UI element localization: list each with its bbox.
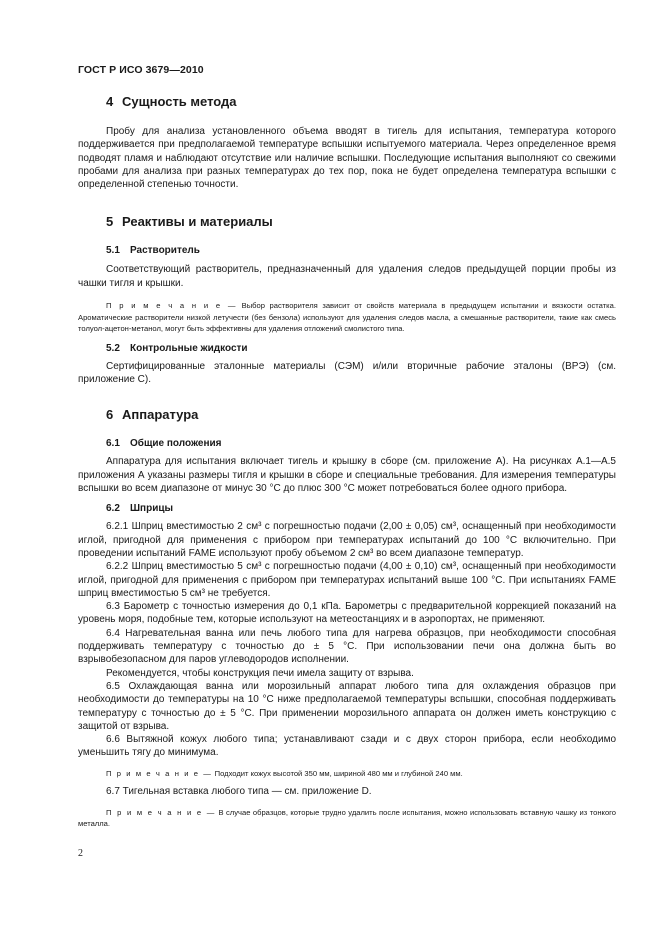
note-label: П р и м е ч а н и е — [106, 768, 213, 778]
item-6-4-recommendation: Рекомендуется, чтобы конструкция печи имела защиту от взрыва. [106, 667, 414, 679]
standard-header: ГОСТ Р ИСО 3679—2010 [78, 64, 204, 76]
item-6-2-1: 6.2.1 Шприц вместимостью 2 см³ с погрешностью подачи (2,00 ± 0,05) см³, оснащенный при необходимости иглой, пригодной для применения с прибором при температурах испытаний до 100 °С включительно. При проведении испытаний FAME используют пробу объемом 2 см³ во всем диапазоне температур. [78, 521, 616, 559]
subsection-6-1-paragraph: Аппаратура для испытания включает тигель и крышку в сборе (см. приложение А). На рисунках А.1—А.5 приложения А указаны размеры тигля и крышки в сборе и специальные требования. Для измерения температуры вспышки во всем диапазоне от минус 30 °С до плюс 300 °С может потребоваться более одного прибора. [78, 456, 616, 495]
section-5-heading [78, 213, 616, 231]
subsection-5-2-number: 5.2 [106, 342, 120, 354]
subsection-5-2-paragraph: Сертифицированные эталонные материалы (СЭМ) и/или вторичные рабочие эталоны (ВРЭ) (см. приложение С). [78, 360, 616, 386]
subsection-6-2-heading [78, 501, 616, 516]
subsection-5-1-number: 5.1 [106, 245, 120, 257]
section-5-title: Реактивы и материалы [122, 214, 273, 230]
item-6-2-2: 6.2.2 Шприц вместимостью 5 см³ с погрешностью подачи (4,00 ± 0,10) см³, оснащенный при необходимости иглой, пригодной для применения с прибором при температурах испытаний выше 100 °С. При испытаниях FAME шприц вместимостью 5 см³ не требуется. [78, 561, 616, 599]
note-5-1 [78, 300, 616, 335]
subsection-5-2-heading [78, 341, 616, 356]
page-number: 2 [78, 848, 83, 859]
subsection-6-2-number: 6.2 [106, 503, 120, 515]
section-4-heading [78, 93, 616, 111]
item-6-3: 6.3 Барометр с точностью измерения до 0,1 кПа. Барометры с предварительной коррекцией показаний на уровень моря, подобные тем, которые используют на метеостанциях и в аэропортах, не применяют. [78, 601, 616, 626]
section-4-number: 4 [106, 94, 114, 109]
note-text: Выбор растворителя зависит от свойств материала в предыдущем испытании и вязкости остатка. Ароматические растворители низкой летучести (без бензола) используют для удаления следов масла, а смешанные растворители, такие как смесь толуол-ацетон-метанол, могут быть эффективны для удаления отложений смолистого типа. [78, 301, 616, 334]
item-6-5: 6.5 Охлаждающая ванна или морозильный аппарат любого типа для охлаждения образцов при необходимости до температуры на 10 °С ниже предполагаемой температуры вспышки, способная поддерживать температуру с точностью до ± 5 °С. При применении морозильного аппарата он должен иметь конструкцию с защитой от взрыва. [78, 680, 616, 732]
item-6-4: 6.4 Нагревательная ванна или печь любого типа для нагрева образцов, при необходимости способная поддерживать температуру с точностью до ± 5 °С. При использовании печи она должна быть во взрывобезопасном для паров углеводородов исполнении. [78, 627, 616, 666]
subsection-6-2-title: Шприцы [130, 503, 174, 515]
note-text: В случае образцов, которые трудно удалить после испытания, можно использовать вставную чашку из тонкого металла. [78, 807, 616, 829]
section-6-title: Аппаратура [122, 407, 199, 423]
note-6-6 [78, 768, 616, 780]
subsection-5-2-title: Контрольные жидкости [130, 342, 248, 354]
subsection-5-1-heading [78, 243, 616, 258]
subsection-5-1-paragraph: Соответствующий растворитель, предназначенный для удаления следов предыдущей порции пробы из чашки тигля и крышки. [78, 264, 616, 289]
subsection-6-1-title: Общие положения [130, 438, 222, 450]
subsection-6-1-number: 6.1 [106, 438, 120, 450]
page-content [78, 93, 616, 830]
note-label: П р и м е ч а н и е — [106, 301, 238, 311]
note-label: П р и м е ч а н и е — [106, 807, 216, 817]
subsection-5-1-title: Растворитель [130, 245, 200, 257]
section-5-number: 5 [106, 214, 114, 230]
section-6-number: 6 [106, 407, 114, 423]
item-6-7: 6.7 Тигельная вставка любого типа — см. приложение D. [106, 786, 372, 798]
section-4-title: Сущность метода [122, 94, 237, 109]
subsection-6-1-heading [78, 436, 616, 451]
note-6-7 [78, 807, 616, 830]
section-6-heading [78, 406, 616, 424]
note-text: Подходит кожух высотой 350 мм, шириной 480 мм и глубиной 240 мм. [214, 768, 463, 778]
item-6-6: 6.6 Вытяжной кожух любого типа; устанавливают сзади и с двух сторон прибора, если необходимо уменьшить тягу до минимума. [78, 734, 616, 759]
section-4-paragraph: Пробу для анализа установленного объема вводят в тигель для испытания, температура которого поддерживается при предполагаемой температуре вспышки испытуемого материала. Через определенное время подводят пламя и наблюдают отсутствие или наличие вспышки. Последующие испытания выполняют со свежими пробами для анализа при разных температурах до тех пор, пока не будет определена температура вспышки с определенной степенью точности. [78, 126, 616, 191]
